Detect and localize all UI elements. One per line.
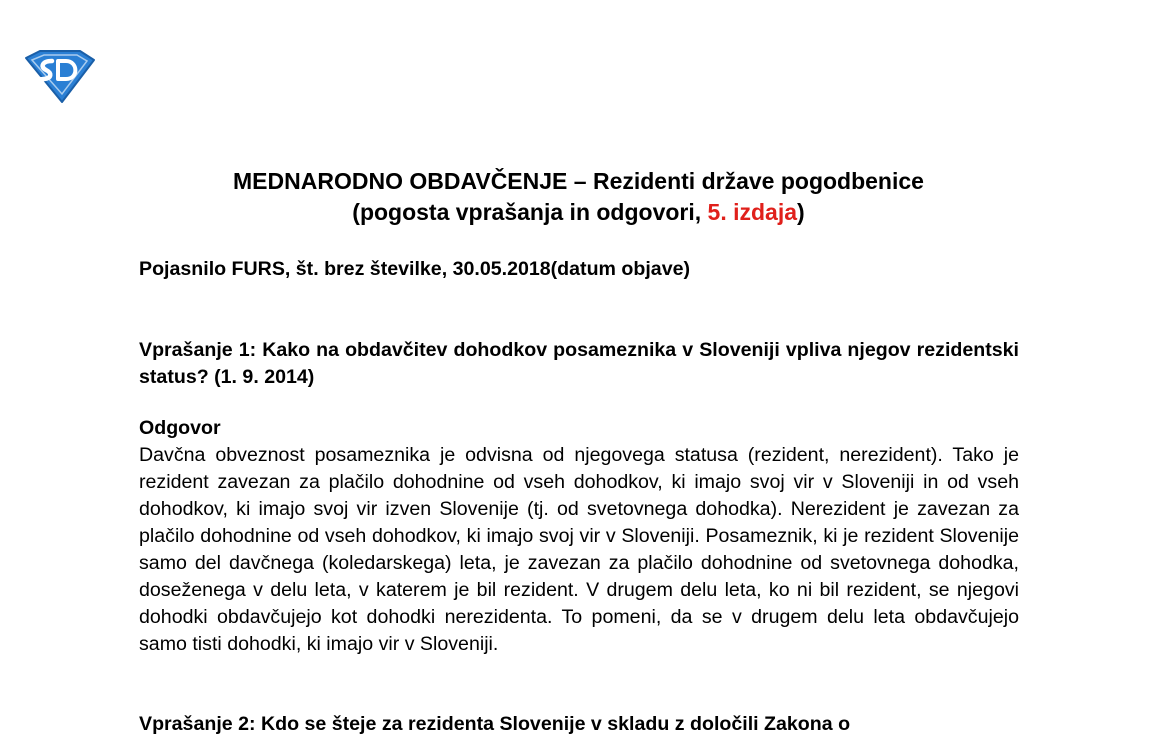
question-1: Vprašanje 1: Kako na obdavčitev dohodkov posameznika v Sloveniji vpliva njegov rezidentski status? (1. 9. 2014) <box>139 339 1019 388</box>
furs-logo <box>22 48 96 104</box>
document-title <box>0 166 1157 228</box>
title-line-2-prefix: (pogosta vprašanja in odgovori, <box>352 199 702 225</box>
answer-1 <box>139 415 1019 658</box>
title-line-2-suffix: ) <box>797 199 805 225</box>
title-line-2 <box>0 197 1157 228</box>
source-line: Pojasnilo FURS, št. brez številke, 30.05.2018(datum objave) <box>139 258 691 280</box>
answer-heading: Odgovor <box>139 417 221 439</box>
title-line-1: MEDNARODNO OBDAVČENJE – Rezidenti države pogodbenice <box>233 168 924 194</box>
edition-label: 5. izdaja <box>707 199 798 225</box>
answer-text: Davčna obveznost posameznika je odvisna od njegovega statusa (rezident, nerezident). Tako je rezident zavezan za plačilo dohodnine od vseh dohodkov, ki imajo svoj vir v Sloveniji in od vseh dohodkov, ki imajo svoj vir izven Slovenije (tj. od svetovnega dohodka). Nerezident je zavezan za plačilo dohodnine od vseh dohodkov, ki imajo svoj vir v Sloveniji. Posameznik, ki je rezident Slovenije samo del davčnega (koledarskega) leta, je zavezan za plačilo dohodnine od svetovnega dohodka, doseženega v delu leta, v katerem je bil rezident. V drugem delu leta, ko ni bil rezident, se njegovi dohodki obdavčujejo kot dohodki nerezidenta. To pomeni, da se v drugem delu leta obdavčujejo samo tisti dohodki, ki imajo vir v Sloveniji. <box>139 444 1019 655</box>
question-2: Vprašanje 2: Kdo se šteje za rezidenta Slovenije v skladu z določili Zakona o <box>139 713 851 735</box>
